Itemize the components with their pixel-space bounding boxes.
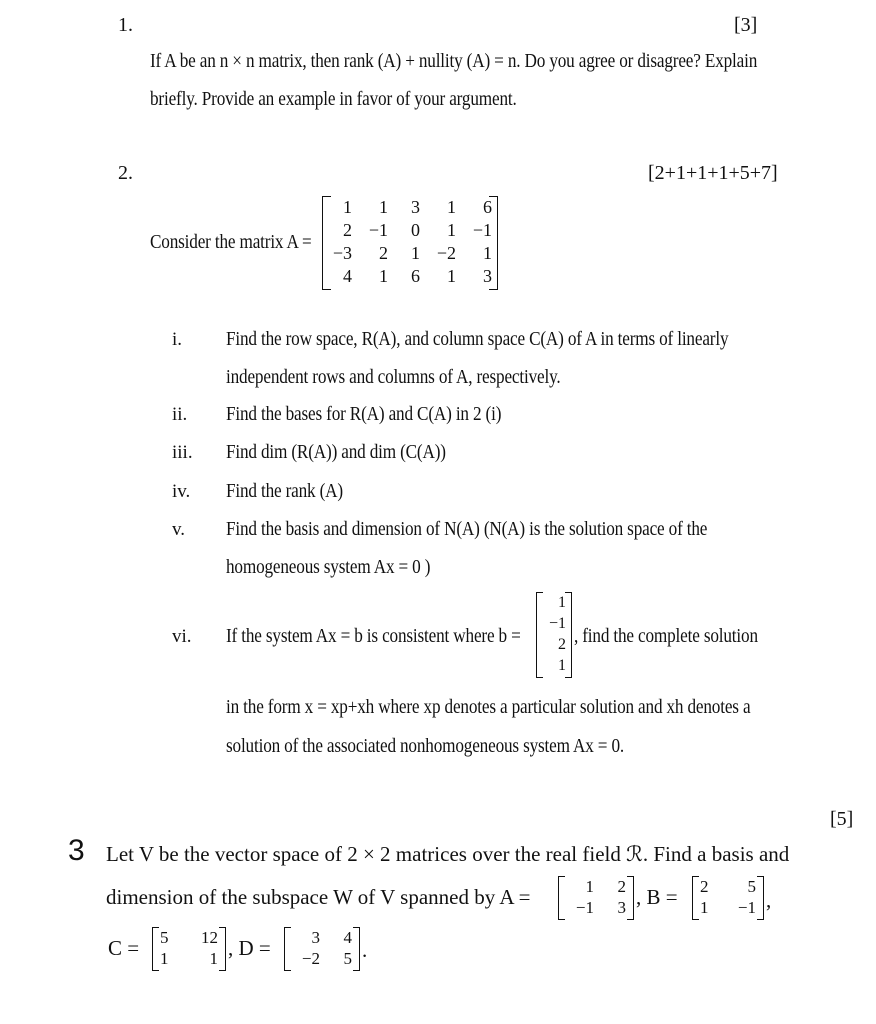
q3-matrix-a-right-bracket (627, 876, 634, 920)
matrix-a-cell: −3 (332, 243, 352, 263)
matrix-a-cell: 3 (483, 266, 492, 286)
matrix-a-cell: 3 (411, 197, 420, 217)
q2-marks: [2+1+1+1+5+7] (648, 162, 778, 184)
matrix-a-cell: 1 (483, 243, 492, 263)
q3-matrix-d-cell: 3 (311, 928, 320, 947)
matrix-a-cell: 1 (411, 243, 420, 263)
q2-intro: Consider the matrix A = (150, 231, 312, 253)
vector-b-cell: −1 (548, 615, 566, 632)
q3-matrix-d-cell: −2 (301, 949, 320, 968)
part-vi-pre: If the system Ax = b is consistent where b = (226, 625, 521, 647)
q3-matrix-a (558, 876, 634, 920)
q3-matrix-b-cell: 2 (700, 877, 709, 896)
part-vi-line2: in the form x = xp+xh where xp denotes a particular solution and xh denotes a (226, 696, 751, 718)
matrix-a-cell: 1 (447, 266, 456, 286)
q3-end-comma: , (766, 888, 772, 912)
q3-matrix-a-cell: 1 (585, 877, 594, 896)
part-v-line2: homogeneous system Ax = 0 ) (226, 556, 431, 578)
vector-b (536, 592, 572, 678)
matrix-a-cell: 1 (447, 197, 456, 217)
q3-matrix-d-cell: 4 (343, 928, 352, 947)
q3-matrix-d-table (290, 927, 354, 969)
q3-matrix-c-cell: 5 (160, 928, 169, 947)
matrix-a-cell: 2 (379, 243, 388, 263)
q3-matrix-c-right-bracket (219, 927, 226, 971)
vector-b-cell: 2 (558, 636, 566, 653)
q3-matrix-a-cell: −1 (575, 898, 594, 917)
q3-matrix-a-cell: 2 (617, 877, 626, 896)
q3-matrix-b (692, 876, 764, 920)
part-i-label: i. (172, 329, 183, 350)
part-ii-line1: Find the bases for R(A) and C(A) in 2 (i) (226, 403, 502, 425)
matrix-a-cell: −1 (472, 220, 492, 240)
q1-number: 1. (118, 14, 133, 36)
q3-matrix-a-table (564, 876, 628, 918)
q3-matrix-d-cell: 5 (343, 949, 352, 968)
q3-matrix-a-cell: 3 (617, 898, 626, 917)
q1-marks: [3] (734, 14, 758, 36)
q3-matrix-b-right-bracket (757, 876, 764, 920)
matrix-a-cell: 1 (343, 197, 352, 217)
q2-number: 2. (118, 162, 133, 184)
part-iv-label: iv. (172, 481, 191, 502)
q3-b-label: , B = (636, 885, 678, 909)
q3-end-period: . (362, 938, 368, 962)
part-vi-line3: solution of the associated nonhomogeneous system Ax = 0. (226, 735, 625, 757)
matrix-a-cell: 0 (411, 220, 420, 240)
part-vi-post: , find the complete solution (574, 625, 758, 647)
vector-b-right-bracket (565, 592, 572, 678)
matrix-a-right-bracket (489, 196, 498, 290)
q3-matrix-b-cell: −1 (737, 898, 756, 917)
part-v-label: v. (172, 519, 186, 540)
q3-matrix-b-cell: 1 (700, 898, 709, 917)
q3-matrix-c-cell: 12 (201, 928, 218, 947)
matrix-a-cell: 6 (483, 197, 492, 217)
part-vi-label: vi. (172, 626, 192, 647)
part-v-line1: Find the basis and dimension of N(A) (N(A) is the solution space of the (226, 518, 708, 540)
matrix-a-cell: −2 (436, 243, 456, 263)
q3-matrix-c (152, 927, 226, 971)
q3-d-label: , D = (228, 936, 271, 960)
q3-line1: Let V be the vector space of 2 × 2 matrices over the real field ℛ. Find a basis and (106, 842, 790, 866)
vector-b-table (542, 592, 566, 676)
part-i-line1: Find the row space, R(A), and column space C(A) of A in terms of linearly (226, 328, 729, 350)
matrix-a-cell: −1 (368, 220, 388, 240)
q1-text-line1: If A be an n × n matrix, then rank (A) + nullity (A) = n. Do you agree or disagree? Explain (150, 50, 758, 72)
q3-matrix-d (284, 927, 360, 971)
matrix-a-cell: 1 (379, 197, 388, 217)
q3-marks: [5] (830, 808, 854, 830)
matrix-a-cell: 6 (411, 266, 420, 286)
part-i-line2: independent rows and columns of A, respectively. (226, 366, 561, 388)
part-iii-label: iii. (172, 442, 193, 463)
q3-matrix-b-cell: 5 (747, 877, 756, 896)
matrix-a-table (330, 196, 492, 288)
q3-number: 3 (68, 834, 85, 867)
part-ii-label: ii. (172, 404, 188, 425)
matrix-a (322, 196, 498, 290)
q3-c-label: C = (108, 936, 140, 960)
matrix-a-cell: 1 (379, 266, 388, 286)
q3-matrix-b-table (698, 876, 758, 918)
q3-matrix-c-table (158, 927, 220, 969)
q1-text-line2: briefly. Provide an example in favor of your argument. (150, 88, 517, 110)
part-iii-line1: Find dim (R(A)) and dim (C(A)) (226, 441, 446, 463)
matrix-a-cell: 1 (447, 220, 456, 240)
q3-matrix-d-right-bracket (353, 927, 360, 971)
vector-b-cell: 1 (558, 657, 566, 674)
q3-matrix-c-cell: 1 (160, 949, 169, 968)
part-iv-line1: Find the rank (A) (226, 480, 343, 502)
matrix-a-cell: 4 (343, 266, 352, 286)
vector-b-cell: 1 (558, 594, 566, 611)
q3-line2-pre: dimension of the subspace W of V spanned by A = (106, 885, 531, 909)
q3-matrix-c-cell: 1 (209, 949, 218, 968)
matrix-a-cell: 2 (343, 220, 352, 240)
